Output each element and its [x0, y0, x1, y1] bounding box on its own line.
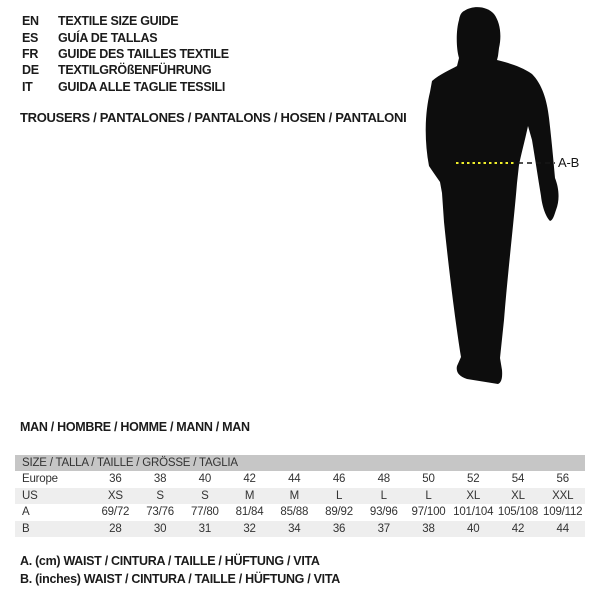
table-cell: 44 — [556, 522, 569, 535]
size-table-header: SIZE / TALLA / TAILLE / GRÖSSE / TAGLIA — [15, 455, 585, 471]
language-code: EN — [22, 14, 39, 29]
row-label: US — [22, 489, 38, 502]
table-cell: 69/72 — [101, 506, 130, 519]
language-code: ES — [22, 30, 39, 45]
table-cell: 30 — [153, 522, 167, 535]
table-cell: 93/96 — [369, 506, 398, 519]
table-cell: 34 — [288, 522, 301, 535]
table-cell: XL — [466, 489, 481, 502]
note-b-inches: B. (inches) WAIST / CINTURA / TAILLE / HÜFTUNG / VITA — [20, 572, 340, 586]
table-cell: 81/84 — [235, 506, 264, 519]
language-code: FR — [22, 46, 39, 61]
row-label: Europe — [22, 473, 58, 486]
man-silhouette — [395, 0, 600, 410]
language-label: GUIDE DES TAILLES TEXTILE — [58, 46, 229, 61]
language-row-fr — [22, 46, 229, 62]
table-cell: 109/112 — [543, 506, 583, 519]
table-cell: XL — [511, 489, 525, 502]
measure-label-ab: A-B — [558, 155, 580, 170]
table-cell: 32 — [243, 522, 256, 535]
table-cell: 48 — [377, 473, 390, 486]
language-row-en — [22, 13, 229, 29]
table-cell: 89/92 — [325, 506, 353, 519]
table-cell: 56 — [556, 473, 569, 486]
size-table — [15, 455, 585, 537]
table-cell: 50 — [422, 473, 435, 486]
language-label: TEXTILE SIZE GUIDE — [58, 14, 179, 29]
table-cell: 40 — [467, 522, 480, 535]
table-row-europe — [15, 471, 585, 488]
row-label: B — [22, 522, 30, 535]
table-cell: 97/100 — [411, 506, 446, 519]
table-row-a-cm — [15, 504, 585, 521]
language-row-es — [22, 29, 229, 45]
table-cell: XXL — [552, 489, 574, 502]
table-cell: 73/76 — [146, 506, 174, 519]
table-cell: 52 — [467, 473, 480, 486]
table-cell: 38 — [153, 473, 167, 486]
measurement-notes — [20, 552, 340, 588]
row-label: A — [22, 506, 30, 519]
table-cell: 28 — [109, 522, 122, 535]
section-title-man: MAN / HOMBRE / HOMME / MANN / MAN — [20, 420, 250, 434]
table-cell: 42 — [511, 522, 525, 535]
table-cell: 46 — [332, 473, 346, 486]
language-label: GUÍA DE TALLAS — [58, 30, 158, 45]
table-cell: 101/104 — [453, 506, 494, 519]
table-cell: 77/80 — [190, 506, 219, 519]
note-a-cm: A. (cm) WAIST / CINTURA / TAILLE / HÜFTUNG / VITA — [20, 554, 320, 568]
table-cell: 36 — [109, 473, 122, 486]
language-row-de — [22, 62, 229, 78]
table-cell: L — [425, 489, 432, 502]
table-cell: S — [156, 489, 164, 502]
table-cell: XS — [107, 489, 123, 502]
table-cell: M — [289, 489, 299, 502]
table-cell: L — [380, 489, 387, 502]
language-label: TEXTILGRÖßENFÜHRUNG — [58, 63, 212, 78]
table-cell: S — [201, 489, 209, 502]
table-cell: 85/88 — [280, 506, 309, 519]
table-row-b-inches — [15, 521, 585, 538]
table-cell: M — [244, 489, 255, 502]
table-cell: 37 — [377, 522, 390, 535]
table-cell: 54 — [511, 473, 525, 486]
table-row-us — [15, 488, 585, 505]
table-cell: 31 — [198, 522, 212, 535]
table-cell: 42 — [243, 473, 256, 486]
man-silhouette-shape — [426, 7, 559, 384]
table-cell: 44 — [288, 473, 301, 486]
table-cell: 40 — [198, 473, 212, 486]
table-cell: L — [335, 489, 343, 502]
language-code: DE — [22, 63, 39, 78]
language-label: GUIDA ALLE TAGLIE TESSILI — [58, 79, 226, 94]
garment-title: TROUSERS / PANTALONES / PANTALONS / HOSEN / PANTALONI — [20, 110, 407, 125]
language-row-it — [22, 79, 229, 95]
table-cell: 105/108 — [497, 506, 539, 519]
language-code: IT — [22, 79, 33, 94]
table-cell: 38 — [422, 522, 435, 535]
language-list — [22, 13, 229, 95]
table-cell: 36 — [332, 522, 346, 535]
